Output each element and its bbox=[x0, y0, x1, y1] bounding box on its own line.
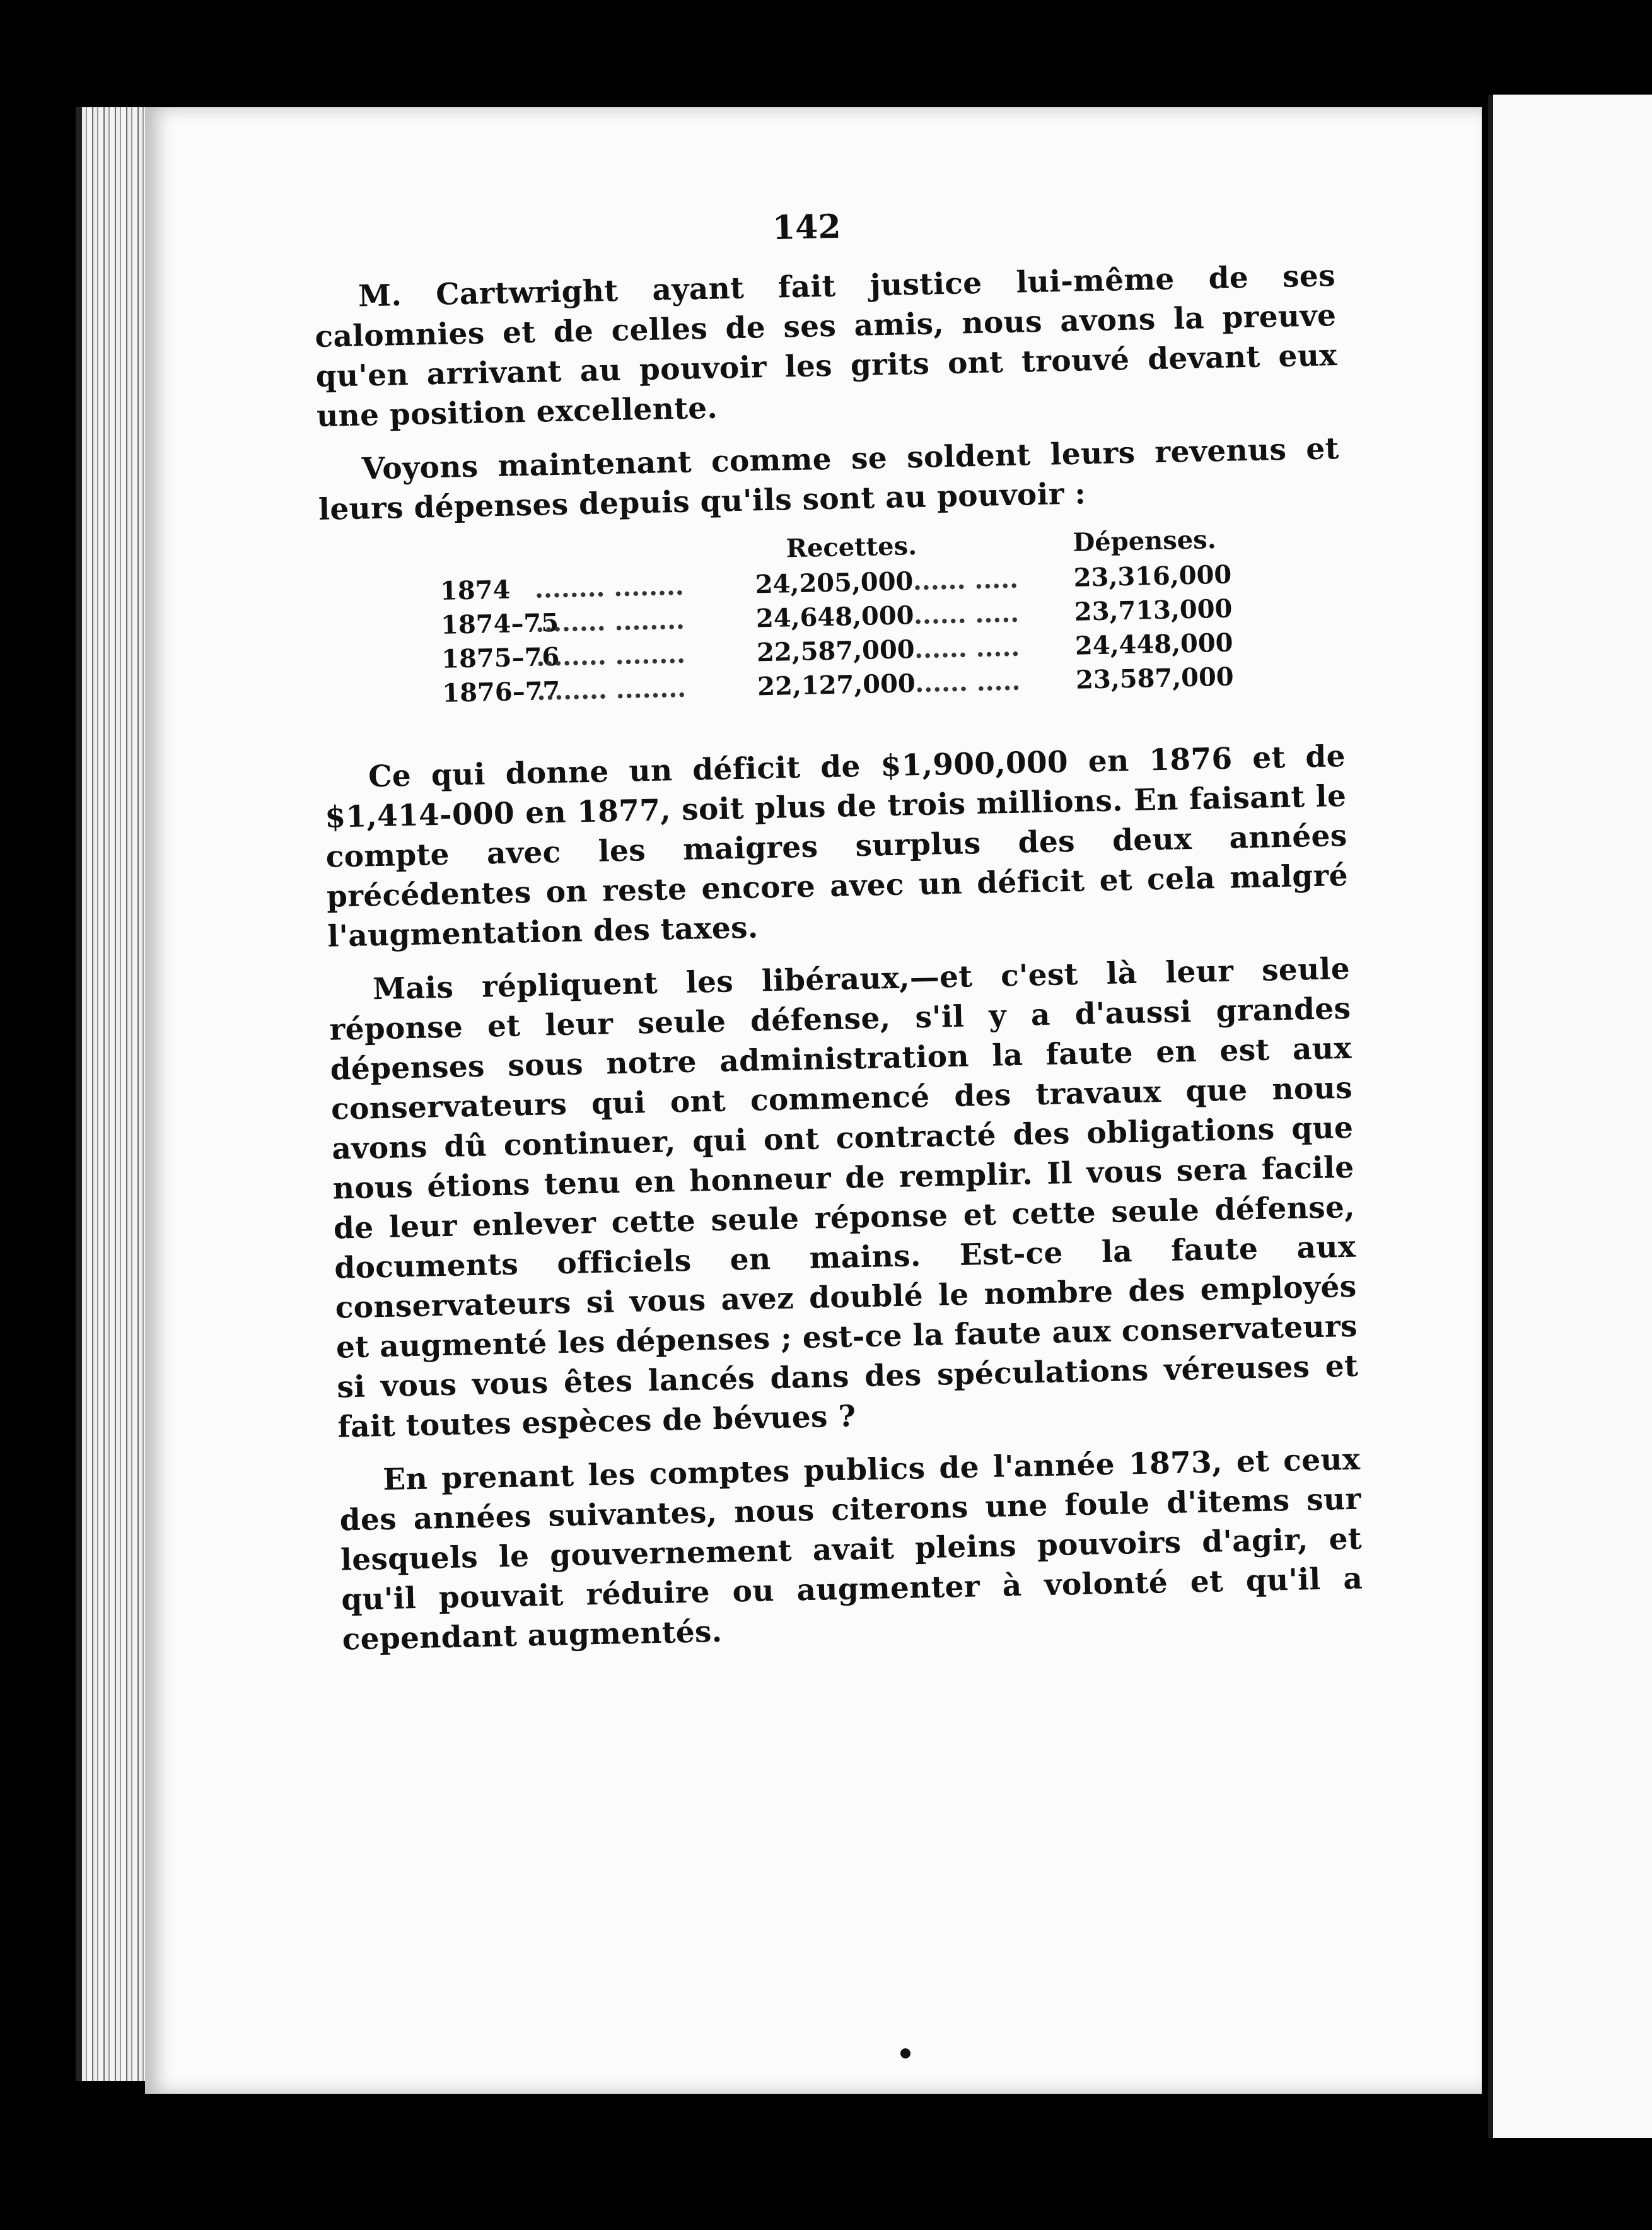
ink-dot bbox=[900, 2048, 910, 2058]
paragraph-1: M. Cartwright ayant fait justice lui-même de ses calomnies et de celles de ses amis, nous avons la preuve qu'en arrivant au pouvoir les grits ont trouvé devant eux une position excellente. bbox=[314, 259, 1338, 434]
dot-leader: ...... ..... bbox=[914, 666, 1021, 699]
dot-leader: ...... ..... bbox=[913, 598, 1020, 631]
year-cell: 1874–75 bbox=[440, 607, 559, 640]
expenses-cell: 23,587,000 bbox=[1075, 662, 1235, 695]
paragraph-3: Ce qui donne un déficit de $1,900,000 en 1876 et de $1,414-000 en 1877, soit plus de trois millions. En faisant le compte avec les maigres surplus des deux années précédentes on reste encore avec un déficit et cela malgré l'augmentation des taxes. bbox=[324, 738, 1349, 954]
year-cell: 1875–76 bbox=[441, 641, 560, 674]
expenses-header: Dépenses. bbox=[1073, 525, 1217, 558]
facing-page-edge bbox=[1488, 95, 1652, 2138]
dot-leader: ........ ........ bbox=[534, 571, 685, 604]
year-cell: 1874 bbox=[439, 575, 511, 606]
expenses-cell: 23,316,000 bbox=[1073, 559, 1232, 593]
expenses-cell: 23,713,000 bbox=[1074, 593, 1233, 627]
year-cell: 1876–77 bbox=[441, 675, 561, 708]
page-body bbox=[312, 180, 1364, 1673]
dot-leader: ........ ........ bbox=[535, 605, 685, 638]
receipts-cell: 24,205,000 bbox=[755, 566, 914, 600]
paragraph-4: Mais répliquent les libéraux,—et c'est là leur seule réponse et leur seule défense, s'il y a d'aussi grandes dépenses sous notre administration la faute en est aux conservateurs qui ont commencé des travaux que nous avons dû continuer, qui ont contracté des obligations que nous étions tenu en honneur de remplir. Il vous sera facile de leur enlever cette seule réponse et cette seule défense, documents officiels en mains. Est-ce la faute aux conservateurs si vous avez doublé le nombre des employés et augmenté les dépenses ; est-ce la faute aux conservateurs si vous vous êtes lancés dans des spéculations véreuses et fait toutes espèces de bévues ? bbox=[329, 951, 1359, 1445]
dot-leader: ........ ........ bbox=[536, 673, 687, 706]
expenses-cell: 24,448,000 bbox=[1074, 628, 1233, 661]
dot-leader: ...... ..... bbox=[914, 632, 1020, 665]
paragraph-2: Voyons maintenant comme se soldent leurs revenus et leurs dépenses depuis qu'ils sont au pouvoir : bbox=[318, 431, 1340, 527]
revenue-expense-table bbox=[319, 522, 1344, 733]
receipts-header: Recettes. bbox=[786, 531, 917, 564]
receipts-cell: 22,587,000 bbox=[756, 634, 916, 668]
receipts-cell: 24,648,000 bbox=[755, 600, 914, 634]
dot-leader: ........ ........ bbox=[535, 639, 686, 672]
page-number: 142 bbox=[772, 207, 842, 248]
paragraph-5: En prenant les comptes publics de l'année 1873, et ceux des années suivantes, nous citerons une foule d'items sur lesquels le gouvernement avait pleins pouvoirs d'agir, et qu'il pouvait réduire ou augmenter à volonté et qu'il a cependant augmentés. bbox=[339, 1442, 1363, 1657]
dot-leader: ...... ..... bbox=[912, 564, 1019, 597]
receipts-cell: 22,127,000 bbox=[757, 668, 916, 702]
